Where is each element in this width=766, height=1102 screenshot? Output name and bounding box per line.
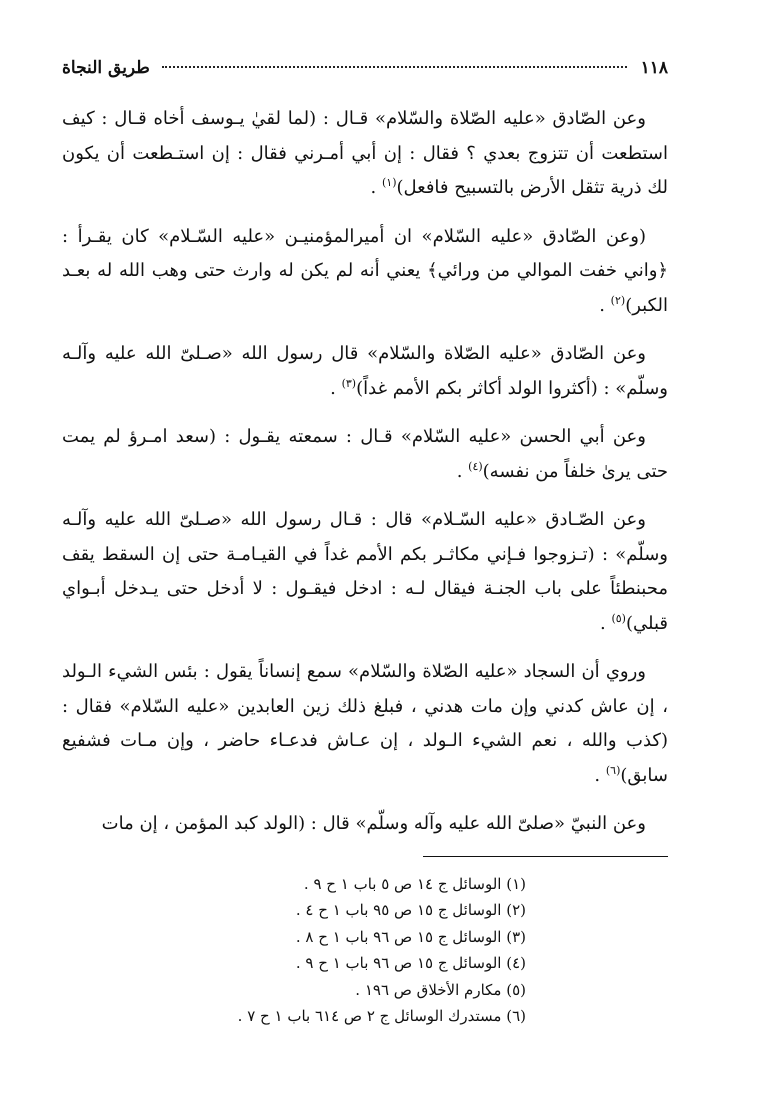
paragraph-end: . <box>370 177 382 198</box>
paragraph <box>62 102 668 206</box>
dotted-leader <box>162 66 627 68</box>
paragraph-text: وعن أبي الحسن «عليه السّلام» قـال : سمعته يقـول : (سعد امـرؤ لم يمت حتى يرىٰ خلفاً من نفسه) <box>62 426 668 482</box>
paragraph <box>62 807 668 842</box>
footnote-marker: (٦) <box>605 763 621 777</box>
running-title: طريق النجاة <box>62 58 150 78</box>
paragraph-text: وعن الصّادق «عليه الصّلاة والسّلام» قال رسول الله «صـلىّ الله عليه وآلـه وسلّم» : (أكثروا الولد أكاثر بكم الأمم غداً) <box>62 343 668 399</box>
book-page <box>62 58 668 1030</box>
footnote-divider <box>423 856 668 857</box>
paragraph-end: . <box>599 294 611 316</box>
paragraph-text: وعن الصّـادق «عليه السّـلام» قال : قـال رسول الله «صـلىّ الله عليه وآلـه وسلّم» : (تـزوجوا فـإني مكاثـر بكم الأمم غداً في القيـامـة حتى إن السقط يقف محبنطئاً على باب الجنـة فيقال لـه : ادخل فيقـول : لا أدخل حتى يـدخل أبـواي قبلي) <box>62 509 668 634</box>
paragraph-end: . <box>456 460 469 482</box>
footnote-marker: (٣) <box>341 376 357 390</box>
paragraph <box>62 655 668 793</box>
footnote: (٤) الوسائل ج ١٥ ص ٩٦ باب ١ ح ٩ . <box>295 954 526 972</box>
page-number: ١١٨ <box>640 58 668 78</box>
footnote-list <box>62 871 668 1030</box>
paragraph-text: وعن الصّادق «عليه الصّلاة والسّلام» قـال : (لما لقيٰ يـوسف أخاه قـال : كيف استطعت أن تتزوج بعدي ؟ فقال : إن أبي أمـرني فقال : إن استـطعت أن يكون لك ذرية تثقل الأرض بالتسبيح فافعل) <box>62 108 668 198</box>
paragraph-end: . <box>594 764 606 786</box>
paragraph <box>62 220 668 324</box>
footnote: (٢) الوسائل ج ١٥ ص ٩٥ باب ١ ح ٤ . <box>295 901 526 919</box>
paragraph-end: . <box>330 377 342 399</box>
paragraph <box>62 503 668 641</box>
footnote: (٦) مستدرك الوسائل ج ٢ ص ٦١٤ باب ١ ح ٧ . <box>237 1007 526 1025</box>
paragraph-text: وعن النبيّ «صلىّ الله عليه وآله وسلّم» قال : (الولد كبد المؤمن ، إن مات <box>101 813 646 834</box>
paragraph <box>62 337 668 406</box>
running-header <box>62 58 668 92</box>
paragraph-text: وروي أن السجاد «عليه الصّلاة والسّلام» سمع إنساناً يقول : بئس الشيء الـولد ، إن عاش كدني وإن مات هدني ، فبلغ ذلك زين العابدين «عليه السّلام» فقال : (كذب والله ، نعم الشيء الـولد ، إن عـاش فدعـاء حاضر ، وإن مـات فشفيع سابق) <box>62 661 668 786</box>
footnote-marker: (٤) <box>468 459 483 473</box>
paragraph <box>62 420 668 489</box>
footnote-marker: (١) <box>381 176 397 189</box>
footnote-marker: (٢) <box>610 293 626 307</box>
paragraph-text: (وعن الصّادق «عليه السّلام» ان أميرالمؤمنيـن «عليه السّـلام» كان يقـرأ : ﴿واني خفت الموالي من ورائي﴾ يعني أنه لم يكن له وارث حتى وهب الله له بعـد الكبر) <box>62 225 668 316</box>
main-text <box>62 102 668 842</box>
footnote: (٥) مكارم الأخلاق ص ١٩٦ . <box>355 980 526 999</box>
footnote: (١) الوسائل ج ١٤ ص ٥ باب ١ ح ٩ . <box>303 874 526 893</box>
footnote: (٣) الوسائل ج ١٥ ص ٩٦ باب ١ ح ٨ . <box>295 927 526 946</box>
footnote-marker: (٥) <box>611 611 626 625</box>
paragraph-end: . <box>600 612 612 634</box>
